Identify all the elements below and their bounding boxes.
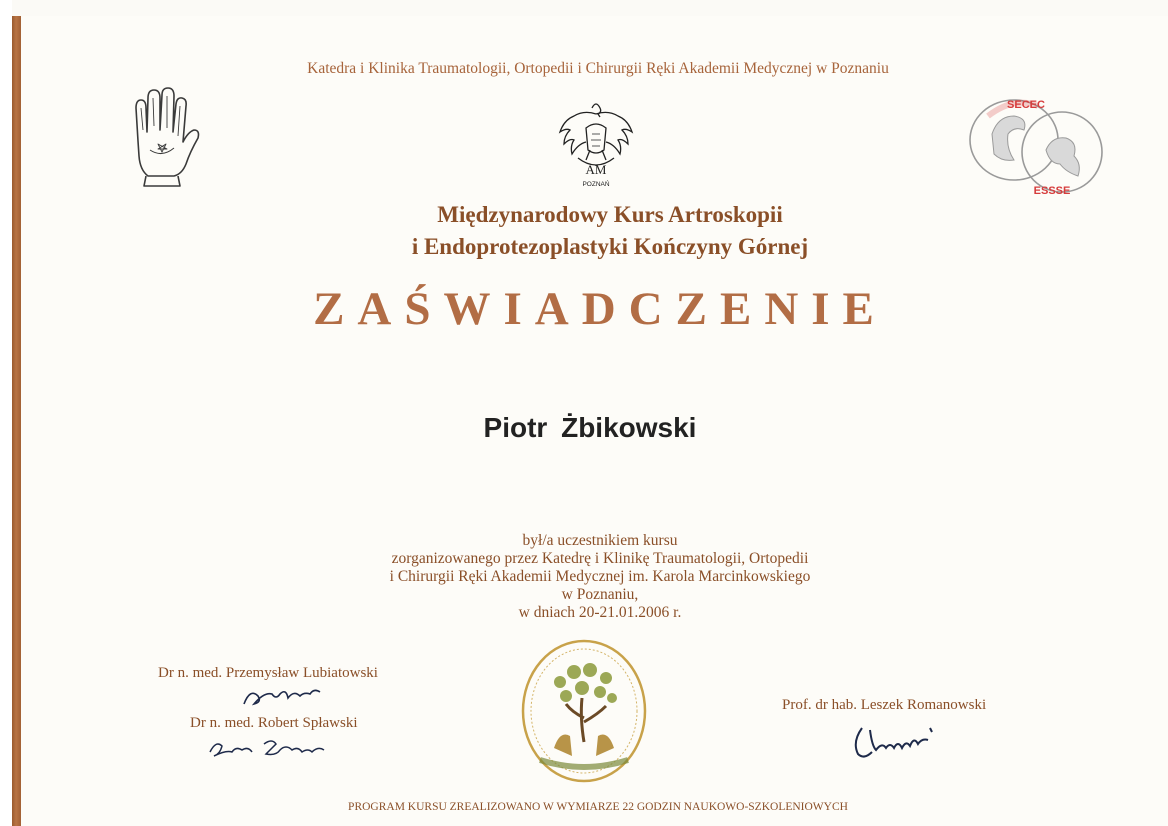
- logo-text-top: SECEC: [1007, 99, 1045, 111]
- eagle-emblem-icon: [556, 98, 636, 190]
- footer-note: PROGRAM KURSU ZREALIZOWANO W WYMIARZE 22 GODZIN NAUKOWO-SZKOLENIOWYCH: [348, 801, 848, 813]
- signature-3: [850, 718, 940, 762]
- recipient-name: Piotr Żbikowski: [483, 412, 697, 443]
- signatory-2-name: Dr n. med. Robert Spławski: [190, 715, 358, 731]
- certificate-body: [330, 532, 870, 622]
- signature-1: [240, 682, 330, 710]
- secec-essse-logo-icon: [968, 94, 1106, 198]
- signatory-3-name: Prof. dr hab. Leszek Romanowski: [782, 697, 987, 713]
- body-line: w Poznaniu,: [561, 586, 639, 603]
- left-border-stripe: [12, 16, 21, 826]
- logo-text-bottom: ESSSE: [1033, 185, 1071, 197]
- body-line: był/a uczestnikiem kursu: [522, 532, 678, 549]
- institution-header: Katedra i Klinika Traumatologii, Ortopedii i Chirurgii Ręki Akademii Medycznej w Poznaniu: [307, 60, 889, 77]
- course-title-line-2: i Endoprotezoplastyki Kończyny Górnej: [411, 234, 809, 259]
- signatory-1-name: Dr n. med. Przemysław Lubiatowski: [158, 665, 378, 681]
- signature-2: [206, 736, 336, 762]
- certificate-title: ZAŚWIADCZENIE: [313, 283, 887, 335]
- body-line: zorganizowanego przez Katedrę i Klinikę Traumatologii, Ortopedii: [391, 550, 809, 567]
- university-seal-icon: [520, 638, 648, 784]
- body-line: i Chirurgii Ręki Akademii Medycznej im. Karola Marcinkowskiego: [389, 568, 811, 585]
- course-title-line-1: Międzynarodowy Kurs Artroskopii: [437, 202, 783, 227]
- emblem-city: POZNAŃ: [582, 181, 610, 188]
- hand-logo-icon: [128, 86, 200, 188]
- emblem-monogram: AM: [585, 162, 607, 177]
- body-line: w dniach 20-21.01.2006 r.: [518, 604, 682, 621]
- course-title: [310, 199, 910, 263]
- page-edge: [0, 0, 12, 826]
